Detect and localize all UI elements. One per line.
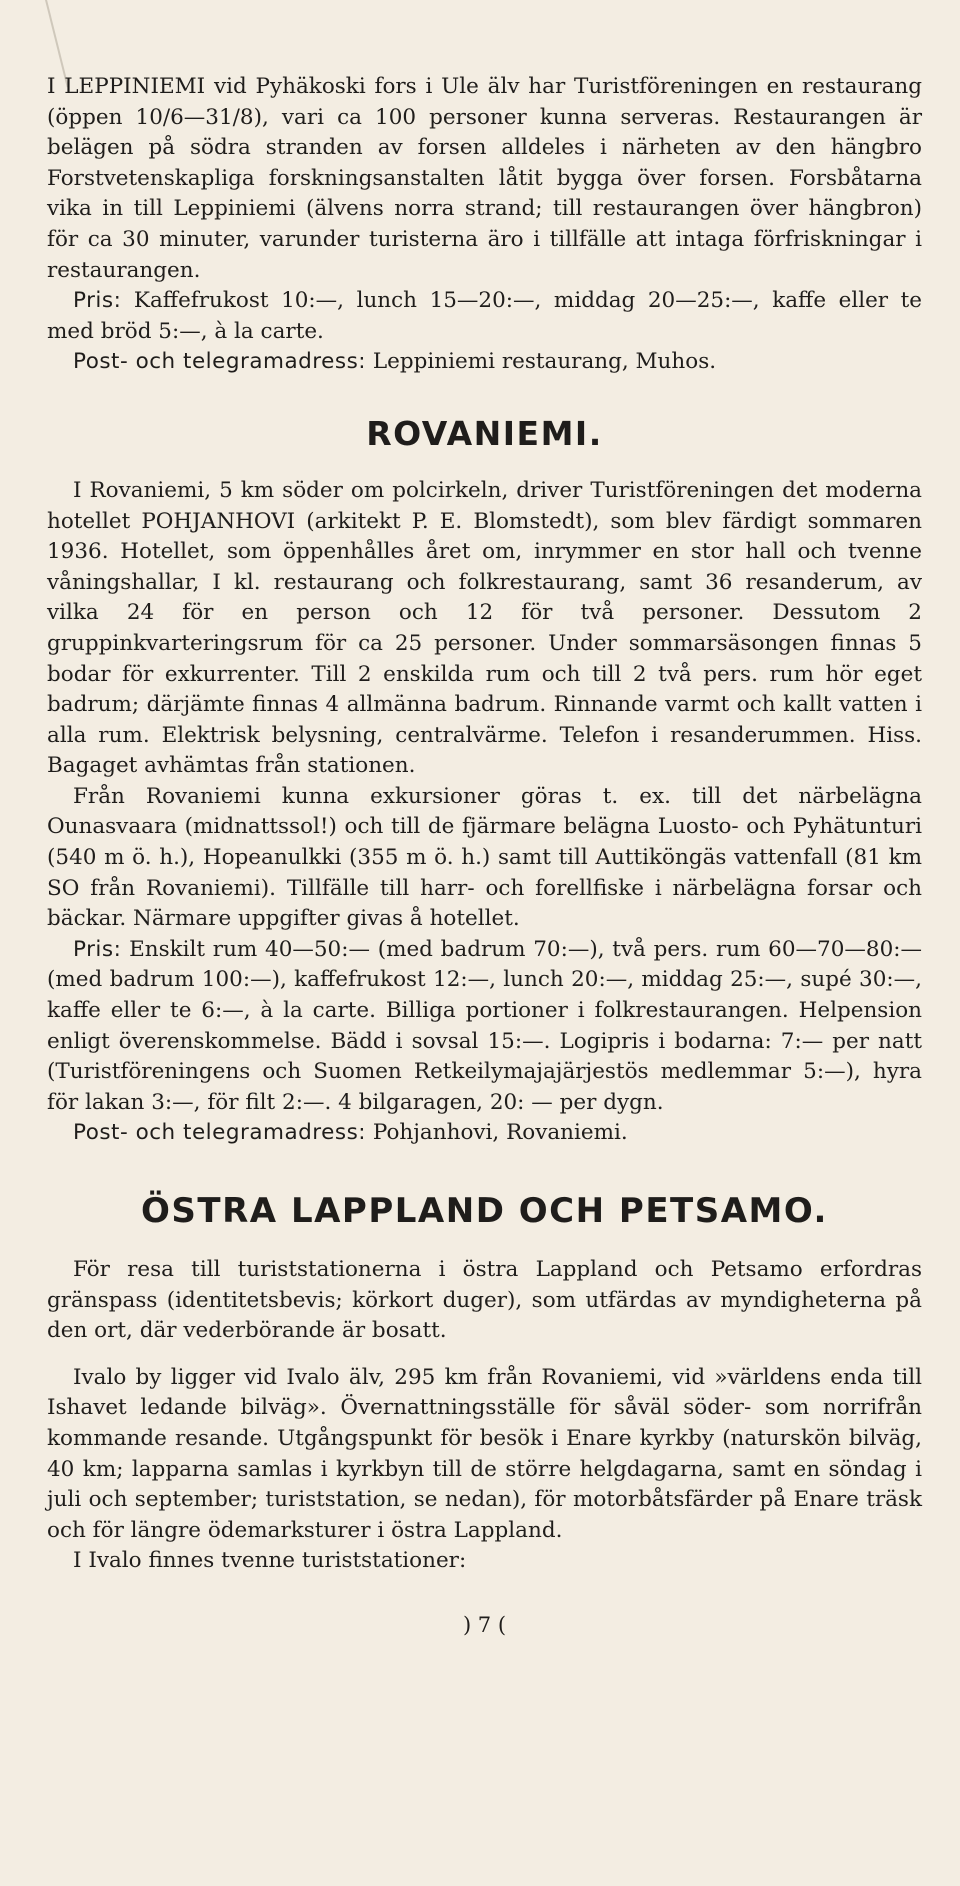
leppiniemi-address — [47, 347, 922, 378]
section-rovaniemi — [47, 476, 922, 1149]
rovaniemi-prices — [47, 935, 922, 1119]
rovaniemi-hotel-paragraph: I Rovaniemi, 5 km söder om polcirkeln, driver Turistföreningen det moderna hotellet POHJANHOVI (arkitekt P. E. Blomstedt), som blev färdigt sommaren 1936. Hotellet, som öppenhålles året om, inrymmer en stor hall och tvenne våningshallar, I kl. restaurang och folkrestaurang, samt 36 resanderum, av vilka 24 för en person och 12 för två personer. Dessutom 2 gruppinkvarteringsrum för ca 25 personer. Under sommarsäsongen finnas 5 bodar för exkurrenter. Till 2 enskilda rum och till 2 två pers. rum hör eget badrum; därjämte finnas 4 allmänna badrum. Rinnande varmt och kallt vatten i alla rum. Elektrisk belysning, centralvärme. Telefon i resanderummen. Hiss. Bagaget avhämtas från stationen. — [47, 477, 922, 779]
address-label: Post- och telegramadress: — [73, 1120, 367, 1146]
ostra-intro-paragraph: För resa till turiststationerna i östra Lappland och Petsamo erfordras gränspass (identitetsbevis; körkort duger), som utfärdas av myndigheterna på den ort, där vederbörande är bosatt. — [47, 1257, 922, 1344]
heading-ostra-lappland: ÖSTRA LAPPLAND OCH PETSAMO. — [141, 1191, 828, 1231]
price-text: Kaffefrukost 10:—, lunch 15—20:—, middag 20—25:—, kaffe eller te med bröd 5:—, à la carte. — [47, 288, 922, 344]
price-text: Enskilt rum 40—50:— (med badrum 70:—), två pers. rum 60—70—80:— (med badrum 100:—), kaffefrukost 12:—, lunch 20:—, middag 25:—, supé 30:—, kaffe eller te 6:—, à la carte. Billiga portioner i folkrestaurangen. Helpension enligt överenskommelse. Bädd i sovsal 15:—. Logipris i bodarna: 7:— per natt (Turistföreningens och Suomen Retkeilymajajärjestös medlemmar 5:—), hyra för lakan 3:—, för filt 2:—. 4 bilgaragen, 20: — per dygn. — [47, 936, 922, 1115]
rovaniemi-address — [47, 1118, 922, 1149]
address-text: Pohjanhovi, Rovaniemi. — [366, 1120, 628, 1146]
section-ostra-lappland — [47, 1255, 922, 1577]
document-page — [47, 72, 922, 1637]
address-text: Leppiniemi restaurang, Muhos. — [366, 349, 717, 375]
price-label: Pris: — [73, 288, 122, 314]
price-label: Pris: — [73, 936, 122, 962]
ivalo-stations-paragraph: I Ivalo finnes tvenne turiststationer: — [73, 1548, 467, 1574]
heading-rovaniemi: ROVANIEMI. — [366, 413, 603, 453]
page-number: ) 7 ( — [462, 1612, 507, 1637]
leppiniemi-paragraph: I LEPPINIEMI vid Pyhäkoski fors i Ule älv har Turistföreningen en restaurang (öppen 10/6—31/8), vari ca 100 personer kunna serveras. Restaurangen är belägen på södra stranden av forsen alldeles i närheten av den hängbro Forstvetenskapliga forskningsanstalten låtit bygga över forsen. Forsbåtarna vika in till Leppiniemi (älvens norra strand; till restaurangen över hängbron) för ca 30 minuter, varunder turisterna äro i tillfälle att intaga förfriskningar i restaurangen. — [47, 74, 922, 283]
ivalo-paragraph: Ivalo by ligger vid Ivalo älv, 295 km från Rovaniemi, vid »världens enda till Ishavet ledande bilväg». Övernattningsställe för såväl söder- som norrifrån kommande resande. Utgångspunkt för besök i Enare kyrkby (naturskön bilväg, 40 km; lapparna samlas i kyrkbyn till de större helgdagarna, samt en söndag i juli och september; turiststation, se nedan), för motorbåtsfärder på Enare träsk och för längre ödemarksturer i östra Lappland. — [47, 1364, 922, 1543]
rovaniemi-excursions-paragraph: Från Rovaniemi kunna exkursioner göras t. ex. till det närbelägna Ounasvaara (midnattssol!) och till de fjärmare belägna Luosto- och Pyhätunturi (540 m ö. h.), Hopeanulkki (355 m ö. h.) samt till Auttiköngäs vattenfall (81 km SO från Rovaniemi). Tillfälle till harr- och forellfiske i närbelägna forsar och bäckar. Närmare uppgifter givas å hotellet. — [47, 783, 922, 932]
section-leppiniemi — [47, 72, 922, 378]
leppiniemi-prices — [47, 286, 922, 347]
address-label: Post- och telegramadress: — [73, 349, 367, 375]
